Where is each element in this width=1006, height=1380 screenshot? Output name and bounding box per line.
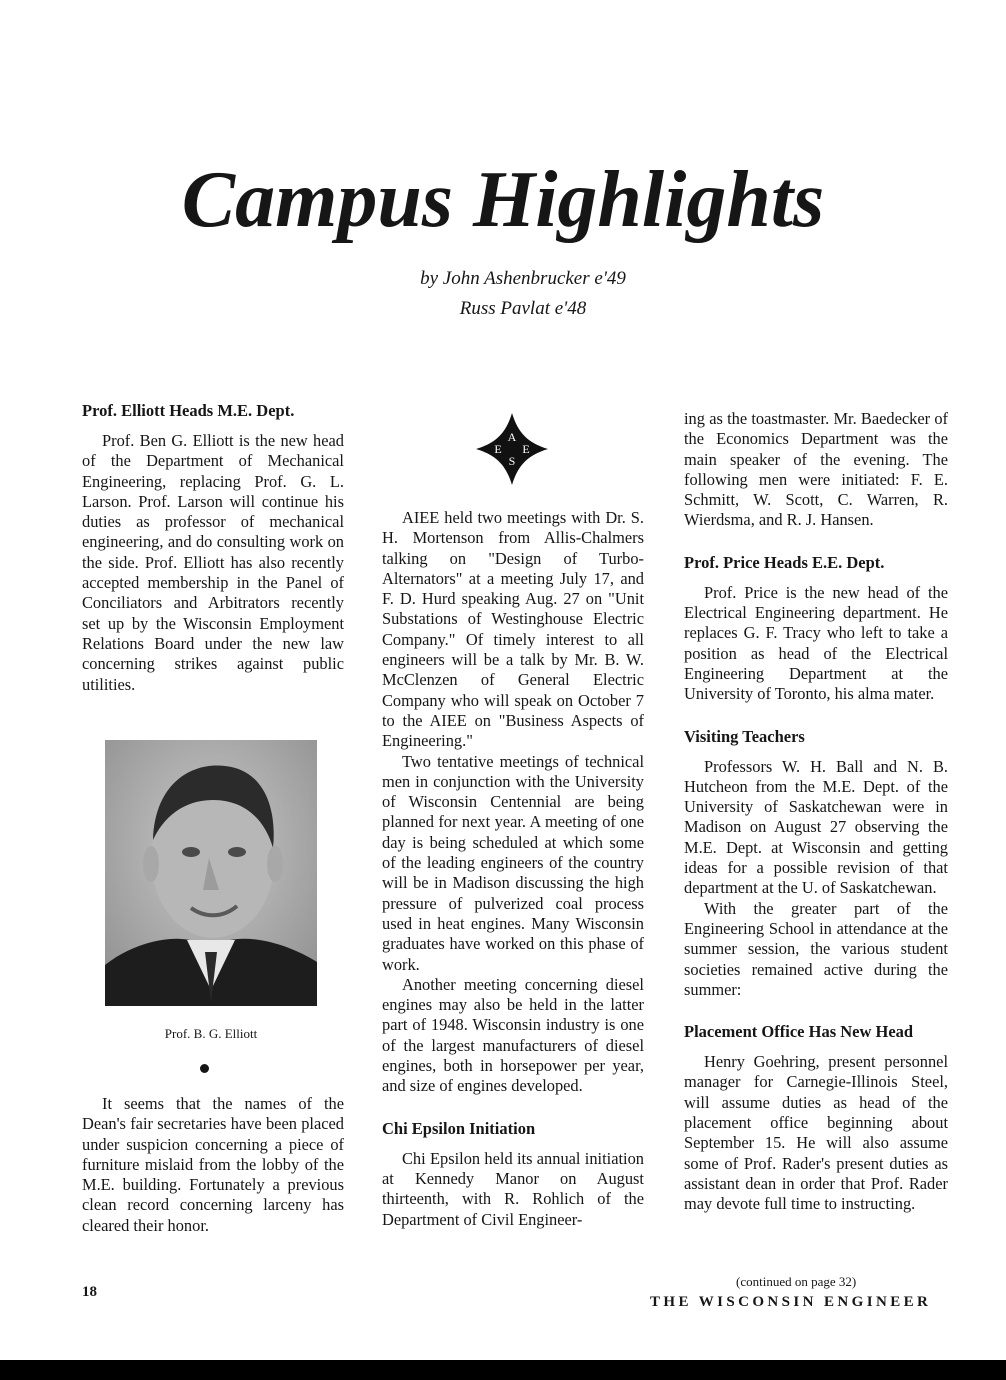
section-heading-visiting: Visiting Teachers xyxy=(684,726,805,746)
paragraph-placement: Henry Goehring, present personnel manager for Carnegie-Illinois Steel, will assume duties as head of the placement office beginning about September 15. He will also assume some of Prof. Rader's present duties as assistant dean in order that Prof. Rader may devote full time to instructing. xyxy=(684,1052,948,1214)
paragraph-chi-epsilon: Chi Epsilon held its annual initiation at Kennedy Manor on August thirteenth, with R. Rohlich of the Department of Civil Engineer- xyxy=(382,1148,644,1229)
photo-caption: Prof. B. G. Elliott xyxy=(164,1026,258,1041)
diamond-emblem-icon xyxy=(474,411,550,487)
paragraph-chi-epsilon-cont: ing as the toastmaster. Mr. Baedecker of the Economics Department was the main speaker of the evening. The following men were initiated: F. E. Schmitt, W. Scott, C. Warren, R. Wierdsma, and R. J. Hansen. xyxy=(684,409,948,530)
portrait-image xyxy=(105,740,317,1006)
column-1-lower xyxy=(82,1094,344,1236)
magazine-name: THE WISCONSIN ENGINEER xyxy=(650,1294,932,1310)
bullet-separator xyxy=(200,1064,209,1073)
paragraph-price: Prof. Price is the new head of the Electrical Engineering department. He replaces G. F. Tracy who left to take a position as head of the Electrical Engineering Department at the University of Toronto, his alma mater. xyxy=(684,582,948,704)
paragraph-visiting: Professors W. H. Ball and N. B. Hutcheon from the M.E. Dept. of the University of Saskatchewan were in Madison on August 27 observing the M.E. Dept. at Wisconsin and getting ideas for a possible revision of that department at the U. of Saskatchewan. xyxy=(684,756,948,898)
page-number: 18 xyxy=(82,1284,97,1300)
column-1 xyxy=(82,401,344,695)
paragraph-summer: With the greater part of the Engineering School in attendance at the summer session, the various student societies remained active during the summer: xyxy=(684,898,948,999)
byline-author-2: Russ Pavlat e'48 xyxy=(459,298,587,319)
paragraph-centennial: Two tentative meetings of technical men in conjunction with the University of Wisconsin Centennial are being planned for next year. A meeting of one day is being scheduled at which some of the leading engineers of the country will be in Madison discussing the high pressure of pulverized coal process used in heat engines. Many Wisconsin graduates have worked on this phase of work. xyxy=(382,751,644,974)
emblem-letter-right: E xyxy=(522,442,530,456)
section-heading-price: Prof. Price Heads E.E. Dept. xyxy=(684,552,885,572)
column-2 xyxy=(382,508,644,1230)
column-3 xyxy=(684,409,948,1215)
section-heading-placement: Placement Office Has New Head xyxy=(684,1022,914,1042)
bottom-edge-band xyxy=(0,1360,1006,1380)
paragraph-secretaries: It seems that the names of the Dean's fair secretaries have been placed under suspicion concerning a piece of furniture mislaid from the lobby of the M.E. building. Fortunately a previous clean record concerning larceny has cleared their honor. xyxy=(82,1094,344,1235)
continued-note: (continued on page 32) xyxy=(736,1274,857,1289)
page-title: Campus Highlights xyxy=(181,156,825,244)
paragraph-aiee: AIEE held two meetings with Dr. S. H. Mortenson from Allis-Chalmers talking on "Design of Turbo-Alternators" at a meeting July 17, and F. D. Hurd speaking Aug. 27 on "Unit Substations of Westinghouse Electric Company." Of timely interest to all engineers will be a talk by Mr. B. W. McClenzen of General Electric Company who will speak on October 7 to the AIEE on "Business Aspects of Engineering." xyxy=(382,508,644,751)
emblem-letter-top: A xyxy=(507,430,517,444)
emblem-letter-left: E xyxy=(494,442,502,456)
paragraph-diesel: Another meeting concerning diesel engines may also be held in the latter part of 1948. Wisconsin industry is one of the largest manufacturers of diesel engines, both in horsepower per year, and size of engines developed. xyxy=(382,974,644,1096)
section-heading-chi-epsilon: Chi Epsilon Initiation xyxy=(382,1118,536,1138)
byline-author-1: by John Ashenbrucker e'49 xyxy=(420,268,626,289)
section-heading-elliott: Prof. Elliott Heads M.E. Dept. xyxy=(82,401,295,420)
emblem-letter-bottom: S xyxy=(508,454,516,468)
paragraph-elliott: Prof. Ben G. Elliott is the new head of the Department of Mechanical Engineering, replacing Prof. G. L. Larson. Prof. Larson will continue his duties as professor of mechanical engineering, and do consulting work on the side. Prof. Elliott has also recently accepted membership in the Panel of Conciliators and Arbitrators recently set up by the Wisconsin Employment Relations Board under the new law concerning strikes against public utilities. xyxy=(82,431,344,694)
portrait-photo xyxy=(105,740,317,1006)
